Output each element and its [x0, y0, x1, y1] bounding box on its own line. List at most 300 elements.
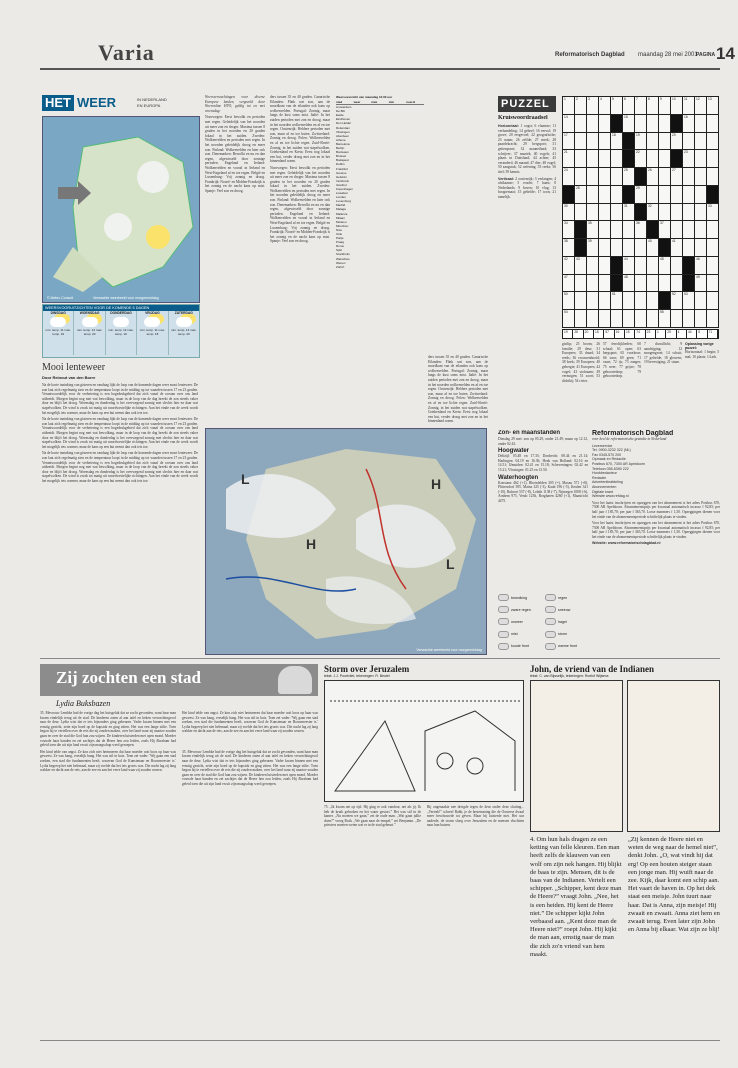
- puzzle-header: [498, 96, 556, 112]
- crossword-cell[interactable]: [575, 310, 586, 327]
- nl-map-graphic: [43, 117, 199, 302]
- europe-forecast-col2: ders tussen 35 en 40 graden. Canarische Eilanden: Flink wat zon, aan de noordkant van de eilanden ook kans op wolkenvelden. Portugal: Zonnig, maar langs de kust soms mist. Italië: In het zuiden perioden met zon en droog, maar in het noorden wolkenvelden en af en toe regen. Oostenrijk: Heldere perioden met zon, maar af en toe buien. Zwitserland: Zonnig en droog. Polen: Wolkenvelden en af en toe lichte regen. Zuid-Slavië: Zonnig, in het zuiden wat stapelwolken. Griekenland en Kreta: Eerst nog lokaal een bui, verder droog met zon en in het binnenland warm. Noorwegen: Eerst bewolkt en perioden met regen. Geleidelijk van het noorden uit meer zon en droger. Maxima tussen 8 graden in het noorden en 20 graden lokaal in het zuiden. Zweden: Wolkenvelden en perioden met regen. In het noorden geleidelijk droog en meer zon. Finland: Wolkenvelden en later ook zon. Denemarken: Bewolkt en nu en dan regen, afgewisseld door zonnige perioden. Engeland en Ierland: Wolkenvelden en vooral in Ierland en West-Engeland af en toe regen. België en Luxemburg: Vrij zonnig en droog. Frankrijk: Noord- en Midden-Frankrijk is het zonnig en de nacht kans op mist. Spanje: Veel zon en droog.: [270, 95, 330, 244]
- table-cell-city: De Bilt: [336, 109, 345, 114]
- weather-symbol-icon: [545, 594, 556, 601]
- table-cell-city: München: [336, 223, 349, 228]
- table-cell-city: Londen: [336, 195, 347, 200]
- cloud-icon: [82, 317, 98, 327]
- crossword-cell[interactable]: [659, 292, 670, 309]
- story-zij-zochten: Zij zochten een stad Lydia Buksbazen 35. Mevrouw Lembke had de vorige dag het huisgeluk dat ze zocht gevonden, want haar man kwam eindelijk terug uit de stad. De kinderen zaten al aan tafel en keken verwachtingsvol naar de deur. Lydia wist dat er iets bijzonders ging gebeuren. Vader kwam binnen met een ernstig gezicht, zette zijn hoed op de kapstok en ging zitten. Het was een lange stilte. Toen begon hij te vertellen over de reis die zij zouden maken, over het land waar zij naartoe zouden gaan en over de stad die God hun zou wijzen. De kinderen luisterden met open mond. Moeder vouwde haar handen en zei zachtjes dat de Heere hen zou leiden, zoals Hij Abraham had geleid toen die uit zijn land en uit zijn maagschap werd geroepen. Het kind telde van angst. Ze kon zich niet herinneren dat haar moeder ooit boos op haar was geweest. Ze was bang, vreselijk bang. Het was stil in huis. Toen zei vader: 'Wij gaan een stad zoeken, een stad die fundamenten heeft, waarvan God de Kunstenaar en Bouwmeester is.' Lydia begreep het niet helemaal, maar zij voelde dat het iets groots was. Die nacht lag zij lang wakker en dacht aan de reis, aan de zee en aan het verre land waar zij zouden wonen. Het kind telde van angst. Ze kon zich niet herinneren dat haar moeder ooit boos op haar was geweest. Ze was bang, vreselijk bang. Het was stil in huis. Toen zei vader: 'Wij gaan een stad zoeken, een stad die fundamenten heeft, waarvan God de Kunstenaar en Bouwmeester is.' Lydia begreep het niet helemaal, maar zij voelde dat het iets groots was. Die nacht lag zij lang wakker en dacht aan de reis, aan de zee en aan het verre land waar zij zouden wonen. 35. Mevrouw Lembke had de vorige dag het huisgeluk dat ze zocht gevonden, want haar man kwam eindelijk terug uit de stad. De kinderen zaten al aan tafel en keken verwachtingsvol naar de deur. Lydia wist dat er iets bijzonders ging gebeuren. Vader kwam binnen met een ernstig gezicht, zette zijn hoed op de kapstok en ging zitten. Het was een lange stilte. Toen begon hij te vertellen over de reis die zij zouden maken, over het land waar zij naartoe zouden gaan en over de stad die God hun zou wijzen. De kinderen luisterden met open mond. Moeder vouwde haar handen en zei zachtjes dat de Heere hen zou leiden, zoals Hij Abraham had geleid toen die uit zijn land en uit zijn maagschap werd geroepen.: [40, 664, 318, 1034]
- crossword-cell[interactable]: [611, 221, 622, 238]
- crossword-cell[interactable]: [695, 221, 706, 238]
- paper-name: Reformatorisch Dagblad: [555, 52, 625, 58]
- table-cell-city: Eindhoven: [336, 117, 351, 122]
- crossword-cell[interactable]: 8: [647, 97, 658, 114]
- crossword-cell[interactable]: [611, 257, 622, 274]
- crossword-cell[interactable]: 2: [575, 97, 586, 114]
- weather-symbol-icon: [545, 643, 556, 650]
- table-cell-city: Zürich: [336, 264, 345, 269]
- crossword-cell[interactable]: [707, 275, 718, 292]
- crossword-cell[interactable]: 6: [623, 97, 634, 114]
- crossword-cell[interactable]: [647, 275, 658, 292]
- crossword-cell[interactable]: [611, 239, 622, 256]
- page-number: 14: [716, 44, 735, 63]
- table-cell-city: Rome: [336, 244, 345, 249]
- crossword-cell[interactable]: [695, 115, 706, 132]
- crossword-cell[interactable]: 12: [695, 97, 706, 114]
- crossword-cell[interactable]: 16: [683, 115, 694, 132]
- table-body: [336, 105, 424, 269]
- table-cell-city: Den Helder: [336, 121, 352, 126]
- crossword-cell[interactable]: [635, 257, 646, 274]
- article-body-continued: Na de korte inzinking van gisteren en vandaag lijkt de loop van de komende dagen weer mooi lenteweer. De zon laat zich regelmatig zien en de temperatuur loopt in de middag op tot waarden tussen 17 en 23 graden. Verantwoordelijk voor de verbetering is een hogedrukgebied dat zich vanaf de oceaan over ons land uitbreidt. Morgen begint nog met wat bewolking, maar in de loop van de dag breekt de zon steeds vaker door en blijft het droog. Woensdag en donderdag is het overwegend zonnig met slechts hier en daar wat stapelwolken. De wind is zwak tot matig uit noordwestelijke richtingen. Aan het einde van de week wordt het mogelijk iets warmer, maar de kans op een bui neemt dan ook iets toe.: [42, 451, 198, 483]
- weather-symbol-icon: [498, 643, 509, 650]
- crossword-cell[interactable]: [647, 186, 658, 203]
- crossword-cell[interactable]: 48: [623, 275, 634, 292]
- crossword-cell[interactable]: [695, 150, 706, 167]
- crossword-cell[interactable]: 11: [683, 97, 694, 114]
- puzzle-clues-col4: 7 dwaallicht; 9 aandrijging; 12 morgengroet; 14 schuit; 17 geliefde; 18 gleuven; 19 bevestiging; 21 staan.: [644, 342, 682, 365]
- crossword-cell[interactable]: 34: [563, 221, 574, 238]
- crossword-cell[interactable]: [683, 310, 694, 327]
- weather-symbol-icon: [545, 606, 556, 613]
- crossword-cell[interactable]: 39: [587, 239, 598, 256]
- table-cell-city: Genève: [336, 170, 347, 175]
- table-cell-city: Malaga: [336, 207, 346, 212]
- nl-weather-map: [42, 116, 200, 303]
- crossword-cell[interactable]: [587, 310, 598, 327]
- crossword-cell[interactable]: [707, 115, 718, 132]
- weather-brand: [42, 95, 182, 111]
- crossword-cell[interactable]: [575, 239, 586, 256]
- europe-forecast-col1: Weersverwachtingen voor diverse Europese landen, vergezeld door Weeronline HVO, geldig tot en met woensdag: Noorwegen: Eerst bewolkt en perioden met regen. Geleidelijk van het noorden uit meer zon en droger. Maxima tussen 8 graden in het noorden en 20 graden lokaal in het zuiden. Zweden: Wolkenvelden en perioden met regen. In het noorden geleidelijk droog en meer zon. Finland: Wolkenvelden en later ook zon. Denemarken: Bewolkt en nu en dan regen, afgewisseld door zonnige perioden. Engeland en Ierland: Wolkenvelden en vooral in Ierland en West-Engeland af en toe regen. België en Luxemburg: Vrij zonnig en droog. Frankrijk: Noord- en Midden-Frankrijk is het zonnig en de nacht kans op mist. Spanje: Veel zon en droog.: [205, 95, 265, 193]
- crossword-cell[interactable]: [623, 186, 634, 203]
- story3-caption2: „Zij kennen de Heere niet en weten de weg naar de hemel niet”, denkt John. „O, wat vindt hij dat erg! Op een houten steiger staan een jonge man. Hij wuift naar de zee. Kijk, daar komt een schip aan. Het vaart de haven in. Op het dek staat een meisje. John tuurt naar haar. Dat is Anna, zijn meisje! Hij zwaait en zwaait. Anna ziet hem en zwaait terug. Even later zijn John en Anna bij elkaar. Wat zijn ze blij!: [628, 836, 720, 934]
- solution-cell[interactable]: 44: [687, 330, 697, 338]
- crossword-cell[interactable]: [647, 221, 658, 238]
- crossword-cell[interactable]: [707, 239, 718, 256]
- crossword-cell[interactable]: [575, 115, 586, 132]
- satellite-caption: Verwachte weerbeeld voor morgenmiddag: [416, 648, 482, 652]
- weather-symbol-icon: [545, 618, 556, 625]
- crossword-cell[interactable]: 28: [575, 186, 586, 203]
- crossword-cell[interactable]: [599, 239, 610, 256]
- crossword-cell[interactable]: [611, 168, 622, 185]
- table-cell-city: Split: [336, 248, 342, 253]
- crossword-cell[interactable]: [611, 150, 622, 167]
- crossword-cell[interactable]: 7: [635, 97, 646, 114]
- crossword-cell[interactable]: [635, 310, 646, 327]
- cloud-icon: [50, 317, 66, 327]
- crossword-cell[interactable]: [599, 204, 610, 221]
- crossword-cell[interactable]: 9: [659, 97, 670, 114]
- header-date: maandag 28 mei 2001: [638, 52, 698, 58]
- crossword-cell[interactable]: [647, 150, 658, 167]
- crossword-cell[interactable]: [599, 292, 610, 309]
- crossword-cell[interactable]: [707, 186, 718, 203]
- section-title: Varia: [98, 40, 155, 65]
- puzzle-subtitle: Kruiswoordraadsel: [498, 115, 548, 121]
- crossword-cell[interactable]: [671, 221, 682, 238]
- crossword-cell[interactable]: [683, 168, 694, 185]
- crossword-cell[interactable]: [647, 257, 658, 274]
- crossword-cell[interactable]: [575, 204, 586, 221]
- solution-cell[interactable]: 1: [656, 330, 666, 338]
- table-cell-city: Helsinki: [336, 174, 347, 179]
- crossword-cell[interactable]: [599, 221, 610, 238]
- crossword-cell[interactable]: [599, 186, 610, 203]
- crossword-cell[interactable]: [683, 204, 694, 221]
- crossword-cell[interactable]: 55: [659, 310, 670, 327]
- table-cell-city: Aberdeen: [336, 133, 350, 138]
- crossword-cell[interactable]: [683, 257, 694, 274]
- crossword-cell[interactable]: [599, 275, 610, 292]
- story1-byline: Lydia Buksbazen: [56, 699, 111, 708]
- forecast-day: VRIJDAG min. temp. 11 max. temp. 18: [137, 311, 168, 355]
- crossword-cell[interactable]: [671, 204, 682, 221]
- crossword-cell[interactable]: [659, 275, 670, 292]
- crossword-cell[interactable]: [611, 204, 622, 221]
- crossword-cell[interactable]: 46: [695, 257, 706, 274]
- crossword-cell[interactable]: [707, 221, 718, 238]
- story-john-indianen: John, de vriend van de Indianen tekst: C. van Bijsselijk, tekeningen: Roelof Wijstma 4. Om hun hals dragen ze een ketting van felle kleuren. Een man heeft zelfs de klauwen van een wolf om zijn nek hangen. Hij blijkt de baas te zijn. Mensen, dit is de baas van de Indianen. Vertelt een schipper. „Schipper, kent deze man de Heere?” vraagt John. „Nee, het is een heiden. Hij kent de Heere niet.” De schipper kijkt John verbaasd aan. „Kent deze man de Heere niet?” roept John. Hij kijkt de man aan, ernstig naar de man die zich zo'n vriend van hem maakt. „Zij kennen de Heere niet en weten de weg naar de hemel niet”, denkt John. „O, wat vindt hij dat erg! Op een houten steiger staan een jonge man. Hij wuift naar de zee. Kijk, daar komt een schip aan. Het vaart de haven in. Op het dek staat een meisje. John tuurt naar haar. Dat is Anna, zijn meisje! Hij zwaait en zwaait. Anna ziet hem en zwaait terug. Even later zijn John en Anna bij elkaar. Wat zijn ze blij!: [530, 664, 720, 958]
- solution-cell[interactable]: 28: [573, 330, 583, 338]
- article-title: Mooi lenteweer: [42, 362, 106, 373]
- puzzle-title: PUZZEL: [498, 96, 556, 112]
- crossword-cell[interactable]: 33: [707, 204, 718, 221]
- crossword-cell[interactable]: [611, 310, 622, 327]
- crossword-cell[interactable]: 53: [683, 292, 694, 309]
- crossword-cell[interactable]: [599, 133, 610, 150]
- crossword-grid[interactable]: [562, 96, 719, 328]
- weather-article: [42, 362, 198, 652]
- crossword-cell[interactable]: [575, 150, 586, 167]
- city-weather-table: Weersoverzicht van maandag 12.00 uur stad weer max min neersl Amsterdam De Bilt Eelde Eindhoven Den Helder Rotterdam Vlissingen Aberdeen Athene Barcelona Berlijn Bordeaux Brussel Budapest Dublin Frankfurt Genève Helsinki Innsbruck Istanbul Kopenhagen Lissabon Londen Luxemburg Madrid Malaga Mallorca Milaan Moskou München Nice Oslo Parijs Praag Rome Split Stockholm Warschau Wenen Zürich: [336, 95, 424, 413]
- solution-cell[interactable]: 15: [625, 330, 635, 338]
- legend-item: zware regen: [498, 604, 541, 615]
- crossword-cell[interactable]: [623, 310, 634, 327]
- page-label: PAGINA: [696, 52, 716, 58]
- crossword-cell[interactable]: [575, 292, 586, 309]
- crossword-cell[interactable]: 35: [587, 221, 598, 238]
- solution-cell[interactable]: 5: [697, 330, 707, 338]
- crossword-cell[interactable]: [623, 292, 634, 309]
- table-cell-city: Istanbul: [336, 182, 347, 187]
- crossword-cell[interactable]: [599, 257, 610, 274]
- crossword-cell[interactable]: [635, 168, 646, 185]
- colophon-lines: [592, 444, 720, 499]
- crossword-cell[interactable]: 13: [707, 97, 718, 114]
- crossword-cell[interactable]: [671, 275, 682, 292]
- crossword-cell[interactable]: [587, 204, 598, 221]
- crossword-cell[interactable]: [623, 150, 634, 167]
- crossword-cell[interactable]: 25: [623, 168, 634, 185]
- crossword-cell[interactable]: 44: [623, 257, 634, 274]
- crossword-cell[interactable]: 1: [563, 97, 574, 114]
- crossword-cell[interactable]: [671, 257, 682, 274]
- cloud-icon: [113, 317, 129, 327]
- solution-cell[interactable]: 20: [584, 330, 594, 338]
- crossword-cell[interactable]: [599, 168, 610, 185]
- crossword-cell[interactable]: [683, 275, 694, 292]
- table-cell-city: Oslo: [336, 232, 343, 236]
- legend-item: onweer: [498, 616, 541, 627]
- colophon-line: Digitale krant: [592, 489, 613, 494]
- crossword-cell[interactable]: 15: [623, 115, 634, 132]
- crossword-cell[interactable]: [635, 204, 646, 221]
- crossword-cell[interactable]: 40: [647, 239, 658, 256]
- article-byline: Door Reinout van den Borre: [42, 375, 96, 380]
- crossword-cell[interactable]: [563, 186, 574, 203]
- crossword-cell[interactable]: [707, 133, 718, 150]
- crossword-cell[interactable]: [575, 133, 586, 150]
- crossword-cell[interactable]: 27: [671, 168, 682, 185]
- story1-portrait: [278, 666, 312, 694]
- crossword-cell[interactable]: 30: [563, 204, 574, 221]
- crossword-cell[interactable]: 32: [647, 204, 658, 221]
- crossword-cell[interactable]: 20: [671, 133, 682, 150]
- legend-item: hagel: [545, 616, 588, 627]
- section-header: [40, 40, 735, 70]
- weather-symbol-icon: [545, 631, 556, 638]
- crossword-cell[interactable]: [575, 168, 586, 185]
- legend-item: storm: [545, 629, 588, 640]
- table-cell-city: Brussel: [336, 154, 347, 159]
- crossword-cell[interactable]: [659, 115, 670, 132]
- crossword-cell[interactable]: [683, 186, 694, 203]
- crossword-cell[interactable]: [659, 168, 670, 185]
- crossword-cell[interactable]: [635, 239, 646, 256]
- colophon-line: Lezerservice: [592, 443, 613, 448]
- crossword-cell[interactable]: [587, 257, 598, 274]
- svg-text:H: H: [431, 476, 442, 492]
- crossword-cell[interactable]: [707, 292, 718, 309]
- solution-cell[interactable]: 71: [708, 330, 718, 338]
- table-cell-city: Warschau: [336, 256, 350, 261]
- story2-title: Storm over Jeruzalem: [324, 664, 410, 674]
- crossword-cell[interactable]: [659, 186, 670, 203]
- crossword-cell[interactable]: 22: [635, 150, 646, 167]
- crossword-cell[interactable]: [587, 275, 598, 292]
- puzzle-solution: Oplossing vorige puzzel: Horizontaal: 1 begin; 5 mal; 10 plaats; 14 ark.: [685, 342, 719, 359]
- crossword-cell[interactable]: 19: [635, 133, 646, 150]
- forecast-title: WEERSVOORUITZICHTEN VOOR DE KOMENDE 5 DAGEN: [43, 305, 199, 311]
- svg-text:L: L: [241, 471, 250, 487]
- crossword-cell[interactable]: 36: [635, 221, 646, 238]
- colophon-line: Advertentieafdeling: [592, 480, 623, 485]
- table-cell-city: Nice: [336, 227, 343, 232]
- puzzle-clues-horizontal: Kruiswoordraadsel Horizontaal: 1 oogst; 6 vlaamse; 11 verhandeling; 14 geheel; 16 eervol; 19 grove; 20 eergevoel; 22 geografische; 23 naam; 26 zelfde; 27 merk; 28 paardekracht; 29 bergsport; 31 geitenpoort; 32 maaneiland; 33 schrijver; 37 muziek; 40 vogels; 41 plaats in Duitsland; 44 achter; 45 veranderd; 46 maand; 47 dier; 48 vogel; 50 zangstuk; 52 oefening; 55 reeks; 56 titel; 59 kennis. Verticaal: 2 oostenrijk; 3 verlangen; 4 afrikaanse; 5 vrucht; 7 haast; 8 Nederlands; 9 boven; 10 vlug; 13 hoogtemaat; 15 geliefde; 17 toon; 21 tamelijk.: [498, 115, 556, 199]
- solution-cell[interactable]: 16: [615, 330, 625, 338]
- crossword-cell[interactable]: 52: [671, 292, 682, 309]
- crossword-cell[interactable]: [683, 221, 694, 238]
- crossword-cell[interactable]: [575, 221, 586, 238]
- story-storm-jeruzalem: Storm over Jeruzalem tekst: J.J. Poortvliet, tekeningen: R. Beutel 75. „Ik kwam net op tijd. Hij ging er ook vandoor, net als jij. Ik heb de kruik gebroken en het water gestort.” Het was stil in de kamer. „Nu moeten we gaan,” zei de oude man. „Wat gaan jullie doen?” vroeg Ruth. „We gaan naar de tempel,” zei Benjamin. „De priesters moeten weten wat er in de stad gebeurt.” Bij ongenaakte nee dreigde tegen de deur onder deze sluiting... „Vertrek!” schreef Rabh, je de bestemming die de Oosterse dwaal meer beschouwde tot geven. Maar hij luisterde niet. Het uur naderde, de storm sloeg over Jeruzalem en de mensen vluchtten naar hun huizen.: [324, 664, 524, 828]
- forecast-day: WOENSDAG min. temp. 12 max. temp. 20: [74, 311, 105, 355]
- crossword-cell[interactable]: 26: [647, 168, 658, 185]
- table-cell-city: Barcelona: [336, 141, 350, 146]
- crossword-cell[interactable]: [587, 150, 598, 167]
- weather-legend: [498, 592, 588, 652]
- crossword-cell[interactable]: 14: [563, 115, 574, 132]
- crossword-cell[interactable]: [707, 310, 718, 327]
- colophon-line: Redactie: [592, 475, 607, 480]
- table-cell-city: Kopenhagen: [336, 186, 354, 191]
- crossword-cell[interactable]: 47: [563, 275, 574, 292]
- solution-cell[interactable]: 57: [604, 330, 614, 338]
- crossword-cell[interactable]: 18: [611, 133, 622, 150]
- crossword-cell[interactable]: 37: [659, 221, 670, 238]
- crossword-cell[interactable]: [659, 150, 670, 167]
- map-caption: Verwachte weerbeeld voor morgenmiddag: [93, 296, 159, 300]
- crossword-cell[interactable]: 3: [587, 97, 598, 114]
- five-day-forecast: [42, 304, 200, 358]
- crossword-cell[interactable]: [635, 275, 646, 292]
- crossword-cell[interactable]: [659, 239, 670, 256]
- story3-caption1: 4. Om hun hals dragen ze een ketting van felle kleuren. Een man heeft zelfs de klauwen van een wolf om zijn nek hangen. Hij blijkt de baas te zijn. Mensen, dit is de baas van de Indianen. Vertelt een schipper. „Schipper, kent deze man de Heere?” vraagt John. „Nee, het is een heiden. Hij kent de Heere niet.” De schipper kijkt John verbaasd aan. „Kent deze man de Heere niet?” roept John. Hij kijkt de man aan, ernstig naar de man die zich zo'n vriend van hem maakt.: [530, 836, 622, 958]
- table-cell-city: Rotterdam: [336, 125, 351, 130]
- crossword-cell[interactable]: [683, 239, 694, 256]
- crossword-cell[interactable]: 43: [575, 257, 586, 274]
- solution-strip: [562, 329, 719, 339]
- crossword-cell[interactable]: [659, 204, 670, 221]
- table-cell-city: Wenen: [336, 260, 346, 265]
- crossword-cell[interactable]: [587, 133, 598, 150]
- crossword-cell[interactable]: [707, 150, 718, 167]
- crossword-cell[interactable]: 17: [563, 133, 574, 150]
- crossword-cell[interactable]: [695, 186, 706, 203]
- crossword-cell[interactable]: [575, 275, 586, 292]
- solution-cell[interactable]: 25: [666, 330, 676, 338]
- legend-item: regen: [545, 592, 588, 603]
- crossword-cell[interactable]: [623, 221, 634, 238]
- crossword-cell[interactable]: 10: [671, 97, 682, 114]
- legend-item: mist: [498, 629, 541, 640]
- table-cell-city: Praag: [336, 240, 345, 245]
- comic-panel-storm: [324, 680, 524, 802]
- crossword-cell[interactable]: [587, 168, 598, 185]
- colophon-line: Opmaak en Redactie: [592, 457, 626, 462]
- crossword-cell[interactable]: [647, 292, 658, 309]
- crossword-cell[interactable]: [683, 133, 694, 150]
- table-cell-city: Berlijn: [336, 146, 345, 151]
- crossword-cell[interactable]: [707, 168, 718, 185]
- colophon-line: Fax 0345-570 200: [592, 452, 622, 457]
- solution-cell[interactable]: 23: [646, 330, 656, 338]
- crossword-cell[interactable]: 31: [623, 204, 634, 221]
- crossword-cell[interactable]: 23: [683, 150, 694, 167]
- crossword-cell[interactable]: 49: [695, 275, 706, 292]
- weather-brand-sub1: IN NEDERLAND: [137, 97, 167, 102]
- article-body-continued: Na de korte inzinking van gisteren en vandaag lijkt de loop van de komende dagen weer mooi lenteweer. De zon laat zich regelmatig zien en de temperatuur loopt in de middag op tot waarden tussen 17 en 23 graden. Verantwoordelijk voor de verbetering is een hogedrukgebied dat zich vanaf de oceaan over ons land uitbreidt. Morgen begint nog met wat bewolking, maar in de loop van de dag breekt de zon steeds vaker door en blijft het droog. Woensdag en donderdag is het overwegend zonnig met slechts hier en daar wat stapelwolken. De wind is zwak tot matig uit noordwestelijke richtingen. Aan het einde van de week wordt het mogelijk iets warmer, maar de kans op een bui neemt dan ook iets toe.: [42, 417, 198, 449]
- crossword-cell[interactable]: [695, 310, 706, 327]
- crossword-cell[interactable]: [587, 186, 598, 203]
- crossword-cell[interactable]: [695, 204, 706, 221]
- crossword-cell[interactable]: [695, 292, 706, 309]
- crossword-cell[interactable]: [623, 133, 634, 150]
- crossword-cell[interactable]: 42: [563, 257, 574, 274]
- crossword-cell[interactable]: [671, 186, 682, 203]
- crossword-cell[interactable]: [659, 133, 670, 150]
- crossword-cell[interactable]: [647, 310, 658, 327]
- crossword-cell[interactable]: [611, 186, 622, 203]
- forecast-day: DONDERDAG min. temp. 12 max. temp. 19: [106, 311, 137, 355]
- crossword-cell[interactable]: 50: [563, 292, 574, 309]
- table-cell-city: Budapest: [336, 158, 349, 163]
- crossword-cell[interactable]: [635, 292, 646, 309]
- solution-cell[interactable]: 19: [563, 330, 573, 338]
- solution-cell[interactable]: 18: [594, 330, 604, 338]
- crossword-cell[interactable]: [623, 239, 634, 256]
- solution-cell[interactable]: 74: [635, 330, 645, 338]
- crossword-cell[interactable]: 24: [563, 168, 574, 185]
- crossword-cell[interactable]: 5: [611, 97, 622, 114]
- crossword-cell[interactable]: [647, 133, 658, 150]
- crossword-cell[interactable]: [647, 115, 658, 132]
- crossword-cell[interactable]: [671, 310, 682, 327]
- crossword-cell[interactable]: 29: [635, 186, 646, 203]
- crossword-cell[interactable]: 41: [671, 239, 682, 256]
- map-credit: © Meteo Consult: [47, 296, 74, 300]
- crossword-cell[interactable]: 51: [611, 292, 622, 309]
- colophon-line: Postbus 670, 7300 AR Apeldoorn: [592, 461, 645, 466]
- table-cell-city: Milaan: [336, 215, 345, 220]
- colophon-website[interactable]: Website: www.reformatorischdagblad.nl: [592, 541, 661, 546]
- table-cell-city: Innsbruck: [336, 178, 350, 183]
- crossword-cell[interactable]: [635, 115, 646, 132]
- puzzle-clues-col2: gistlip; 25 boom; 26 familie; 29 deur; 31 Europees; 33 draad; 34 reeds; 36 vrouwenhoofd; 38 boek; 39 Europees; 40 gebergte; 41 Europees; 42 vogel; 43 stofnaam; 49 vermogen; 51 soort; 53 dichtbij; 54 rivier.: [562, 342, 600, 383]
- crossword-cell[interactable]: [587, 292, 598, 309]
- crossword-cell[interactable]: [611, 275, 622, 292]
- weather-symbol-icon: [498, 606, 509, 613]
- crossword-cell[interactable]: [671, 115, 682, 132]
- crossword-cell[interactable]: 54: [563, 310, 574, 327]
- crossword-cell[interactable]: [599, 310, 610, 327]
- crossword-cell[interactable]: 45: [659, 257, 670, 274]
- crossword-cell[interactable]: 38: [563, 239, 574, 256]
- crossword-cell[interactable]: [611, 115, 622, 132]
- weather-symbol-icon: [498, 594, 509, 601]
- comic-panel-ship: [530, 680, 623, 832]
- crossword-cell[interactable]: [671, 150, 682, 167]
- table-cell-city: Stockholm: [336, 252, 351, 257]
- legend-item: bewolking: [498, 592, 541, 603]
- crossword-cell[interactable]: [599, 150, 610, 167]
- crossword-cell[interactable]: [695, 168, 706, 185]
- legend-item: sneeuw: [545, 604, 588, 615]
- crossword-cell[interactable]: [695, 133, 706, 150]
- crossword-cell[interactable]: [707, 257, 718, 274]
- crossword-cell[interactable]: [695, 239, 706, 256]
- weather-brand-right: WEER: [77, 95, 116, 110]
- article-body: Na de korte inzinking van gisteren en vandaag lijkt de loop van de komende dagen weer mooi lenteweer. De zon laat zich regelmatig zien en de temperatuur loopt in de middag op tot waarden tussen 17 en 23 graden. Verantwoordelijk voor de verbetering is een hogedrukgebied dat zich vanaf de oceaan over ons land uitbreidt. Morgen begint nog met wat bewolking, maar in de loop van de dag breekt de zon steeds vaker door en blijft het droog. Woensdag en donderdag is het overwegend zonnig met slechts hier en daar wat stapelwolken. De wind is zwak tot matig uit noordwestelijke richtingen. Aan het einde van de week wordt het mogelijk iets warmer, maar de kans op een bui neemt dan ook iets toe.: [42, 383, 198, 415]
- solution-cell[interactable]: 4: [677, 330, 687, 338]
- cloud-icon: [176, 317, 192, 327]
- table-cell-city: Bordeaux: [336, 150, 349, 155]
- story1-title: Zij zochten een stad: [56, 668, 201, 687]
- colophon-line: Tel. 0900-3232 322 (NL): [592, 448, 631, 453]
- table-cell-city: Athene: [336, 137, 346, 142]
- table-cell-city: Madrid: [336, 203, 346, 208]
- crossword-cell[interactable]: [599, 115, 610, 132]
- crossword-cell[interactable]: 4: [599, 97, 610, 114]
- crossword-cell[interactable]: 21: [563, 150, 574, 167]
- crossword-cell[interactable]: [587, 115, 598, 132]
- table-cell-city: Moskou: [336, 219, 347, 224]
- comic-panel-indian: [627, 680, 720, 832]
- colophon: Reformatorisch Dagblad voor heel de reformatorische gezindte in Nederland Lezerservice Tel. 0900-3232 322 (NL) Fax 0345-570 200 Opmaak en Redactie Postbus 670, 7300 AR Apeldoorn Telefoon 055-5390 222 Hoofdredacteur Redactie Advertentieafdeling Abonnementen Digitale krant Website www.refdag.nl Voor het laatst inschrijven en opzeggen van het abonnement is het adres Postbus 670, 7300 AR Apeldoorn. Abonnementsprijs per kwartaal automatisch incasso f 92,85; per half jaar f 185,70; per jaar f 365,70. Losse nummers f 1,50. Opzeggingen dienen voor het einde van de abonnementsperiode schriftelijk plaats te vinden. Voor het laatst inschrijven en opzeggen van het abonnement is het adres Postbus 670, 7300 AR Apeldoorn. Abonnementsprijs per kwartaal automatisch incasso f 92,85; per half jaar f 185,70; per jaar f 365,70. Losse nummers f 1,50. Opzeggingen dienen voor het einde van de abonnementsperiode schriftelijk plaats te vinden. Website: www.reformatorischdagblad.nl: [592, 430, 720, 546]
- colophon-line: Telefoon 055-5390 222: [592, 466, 629, 471]
